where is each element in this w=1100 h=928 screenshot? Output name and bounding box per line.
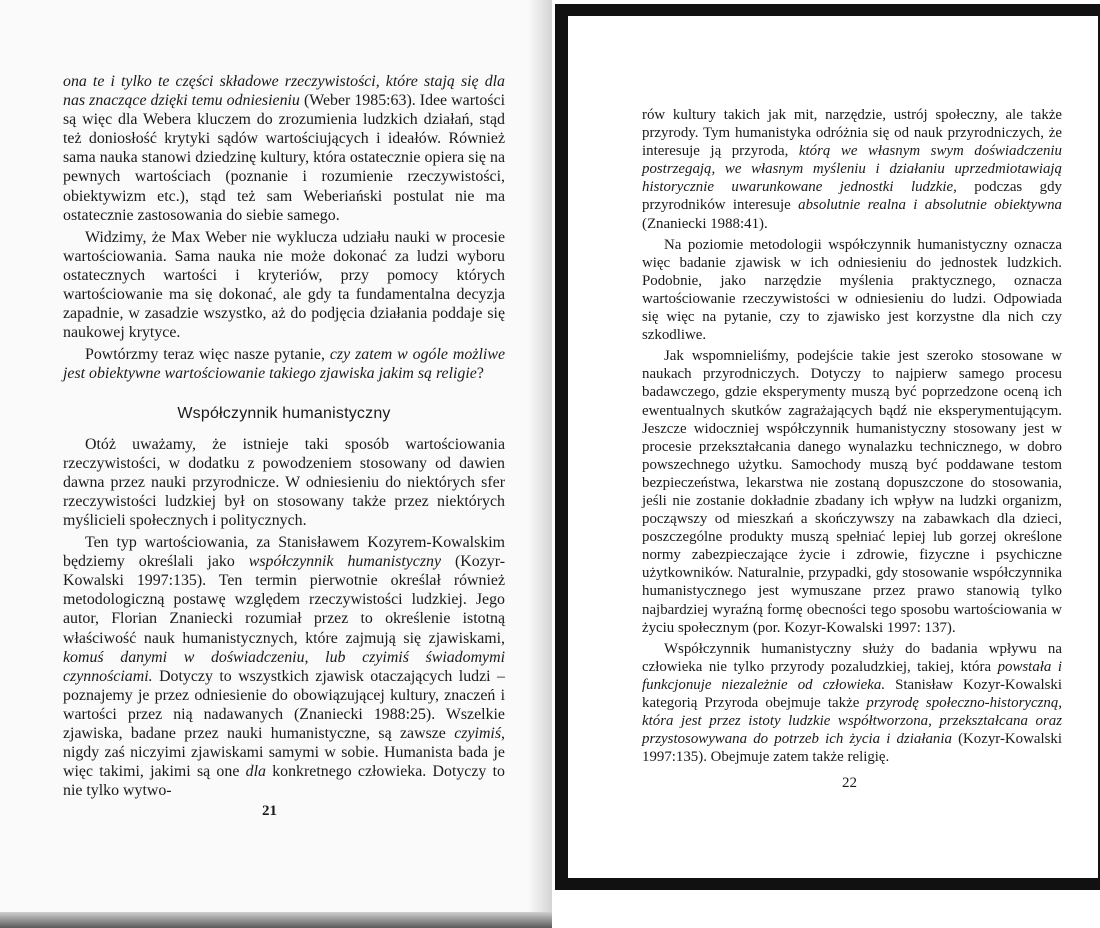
left-page-text (63, 72, 505, 800)
right-page-text (642, 106, 1062, 766)
text-run: , nigdy zaś niczyimi zjawiskami samymi w sobie. Humanista bada je więc takimi, jakimi są one (63, 725, 505, 781)
italic-text: powstała i funkcjonuje niezależnie od człowieka. (642, 658, 1062, 693)
text-run: Na poziomie metodologii współczynnik humanistyczny oznacza więc badanie zjawisk w ich odniesieniu do jednostek ludzkich. Podobnie, jako narzędzie myślenia praktycznego, oznacza wartościowanie rzeczywistości w odniesieniu do ludzi. Odpowiada się więc na pytanie, czy to zjawisko jest korzystne dla nich czy szkodliwe. (642, 236, 1062, 344)
page-number-left: 21 (262, 803, 277, 819)
italic-text: absolutnie realna i absolutnie obiektywna (798, 197, 1062, 214)
text-run: (Kozyr-Kowalski 1997:135). Ten termin pierwotnie określał również metodologiczną postawę względem rzeczywistości ludzkiej. Jego autor, Florian Znaniecki rozumiał przez to określenie istotną właściwość nauk humanistycznych, które zajmują się zjawiskami, (63, 553, 505, 647)
page-number-right: 22 (842, 775, 857, 791)
text-run: (Weber 1985:63). Idee wartości są więc dla Webera kluczem do zrozumienia ludzkich działań, stąd też doniosłość krytyki sądów wartościujących i ideałów. Również sama nauka stanowi dziedzinę kultury, która ostatecznie opiera się na pewnych wartościach (poznanie i rozumienie rzeczywistości, obiektywizm etc.), stąd też sam Weberiański postulat nie ma ostatecznie zastosowania do siebie samego. (63, 92, 506, 224)
text-run: Jak wspomnieliśmy, podejście takie jest szeroko stosowane w naukach przyrodniczych. Dotyczy to najpierw samego procesu badawczego, gdzie eksperymenty muszą być poprzedzone oceną ich ewentualnych skutków zagrażających bądź nie eksperymentującym. Jeszcze widoczniej współczynnik humanistyczny stosowany jest w procesie przekształcania danego wynalazku technicznego, w dobro powszechnego użytku. Samochody muszą być poddawane testom bezpieczeństwa, lekarstwa nie zostaną dopuszczone do stosowania, jeśli nie zostanie dokładnie zbadany ich wpływ na ludzki organizm, począwszy od mieszkań a skończywszy na zabawkach dla dzieci, poszczególne produkty muszą spełniać lepiej lub gorzej określone normy zabezpieczające życie i zdrowie, fizyczne i psychiczne użytkowników. Naturalnie, przypadki, gdy stosowanie współczynnika humanistycznego jest wymuszane przez prawo stanowią tylko najbardziej wyraźną formę obecności tego sposobu wartościowania w życiu społecznym (por. Kozyr-Kowalski 1997: 137). (642, 348, 1062, 636)
right-paragraphs (642, 106, 1062, 766)
text-run: (Kozyr-Kowalski 1997:135). Obejmuje zatem także religię. (642, 731, 1063, 766)
paragraph (642, 347, 1062, 637)
italic-text: którą we własnym swym doświadczeniu postrzegają, we własnym myśleniu i działaniu uprzedmiotawiają historycznie uwarunkowane jednostki ludzkie, (642, 143, 1062, 196)
text-run: Widzimy, że Max Weber nie wyklucza udziału nauki w procesie wartościowania. Sama nauka nie może dokonać za ludzi wyboru ostatecznych wartości i kryteriów, przy pomocy których wartościowanie ma się dokonać, ale gdy ta fundamentalna decyzja zapadnie, w zasadzie wszystko, aż do podjęcia działania poddaje się naukowej krytyce. (63, 228, 505, 342)
paragraph (63, 345, 505, 383)
italic-text: ona te i tylko te części składowe rzeczywistości, które stają się dla nas znaczące dzięki temu odniesieniu (63, 73, 505, 110)
italic-text: współczynnik humanistyczny (248, 553, 442, 571)
paragraph (642, 640, 1062, 767)
text-run: konkretnego człowieka. Dotyczy to nie tylko wytwo- (63, 763, 505, 800)
text-run: Otóż uważamy, że istnieje taki sposób wartościowania rzeczywistości, w dodatku z powodzeniem stosowany od dawien dawna przez nauki przyrodnicze. W odniesieniu do niektórych sfer rzeczywistości ludzkiej był on stosowany także przez niektórych myślicieli społecznych i politycznych. (63, 435, 505, 529)
text-run: Powtórzmy teraz więc nasze pytanie, (85, 346, 330, 364)
italic-text: przyrodę społeczno-historyczną, która jest przez istoty ludzkie współtworzona, przekształcana oraz przystosowywana do potrzeb ich życia i działania (642, 695, 1062, 748)
text-run: Ten typ wartościowania, za Stanisławem Kozyrem-Kowalskim będziemy określali jako (63, 534, 505, 571)
book-gutter-shadow (528, 0, 552, 928)
text-run: ? (476, 365, 484, 383)
left-paragraphs-before-heading (63, 72, 505, 384)
paragraph (63, 533, 505, 800)
text-run: Dotyczy to wszystkich zjawisk otaczających ludzi – poznajemy je przez odniesienie do obowiązującej kultury, znaczeń i wartości przez nią nadawanych (Znaniecki 1988:25). Wszelkie zjawiska, badane przez nauki humanistyczne, są zawsze (63, 667, 505, 742)
paragraph (63, 435, 505, 530)
paragraph (642, 236, 1062, 345)
italic-text: czy zatem w ogóle możliwe jest obiektywne wartościowanie takiego zjawiska jakim są religie (63, 346, 505, 383)
paragraph (63, 72, 505, 225)
text-run: Współczynnik humanistyczny służy do badania wpływu na człowieka nie tylko przyrody pozaludzkiej, takiej, która (642, 640, 1062, 675)
text-run: podczas gdy przyrodników interesuje (642, 179, 1062, 214)
italic-text: dla (245, 763, 266, 781)
italic-text: czyimiś (454, 725, 502, 742)
text-run: (Znaniecki 1988:41). (642, 215, 768, 232)
italic-text: komuś danymi w doświadczeniu, lub czyimiś świadomymi czynnościami. (63, 648, 505, 685)
text-run: rów kultury takich jak mit, narzędzie, ustrój społeczny, ale także przyrody. Tym humanistyka odróżnia się od nauk przyrodniczych, że interesuje ją przyroda, (642, 107, 1062, 160)
paragraph (63, 228, 505, 343)
section-heading: Współczynnik humanistyczny (177, 404, 391, 422)
paragraph (642, 106, 1062, 233)
page-edge-shadow (0, 912, 552, 928)
left-paragraphs-after-heading (63, 435, 505, 801)
text-run: Stanisław Kozyr-Kowalski kategorią Przyroda obejmuje także (642, 676, 1062, 711)
